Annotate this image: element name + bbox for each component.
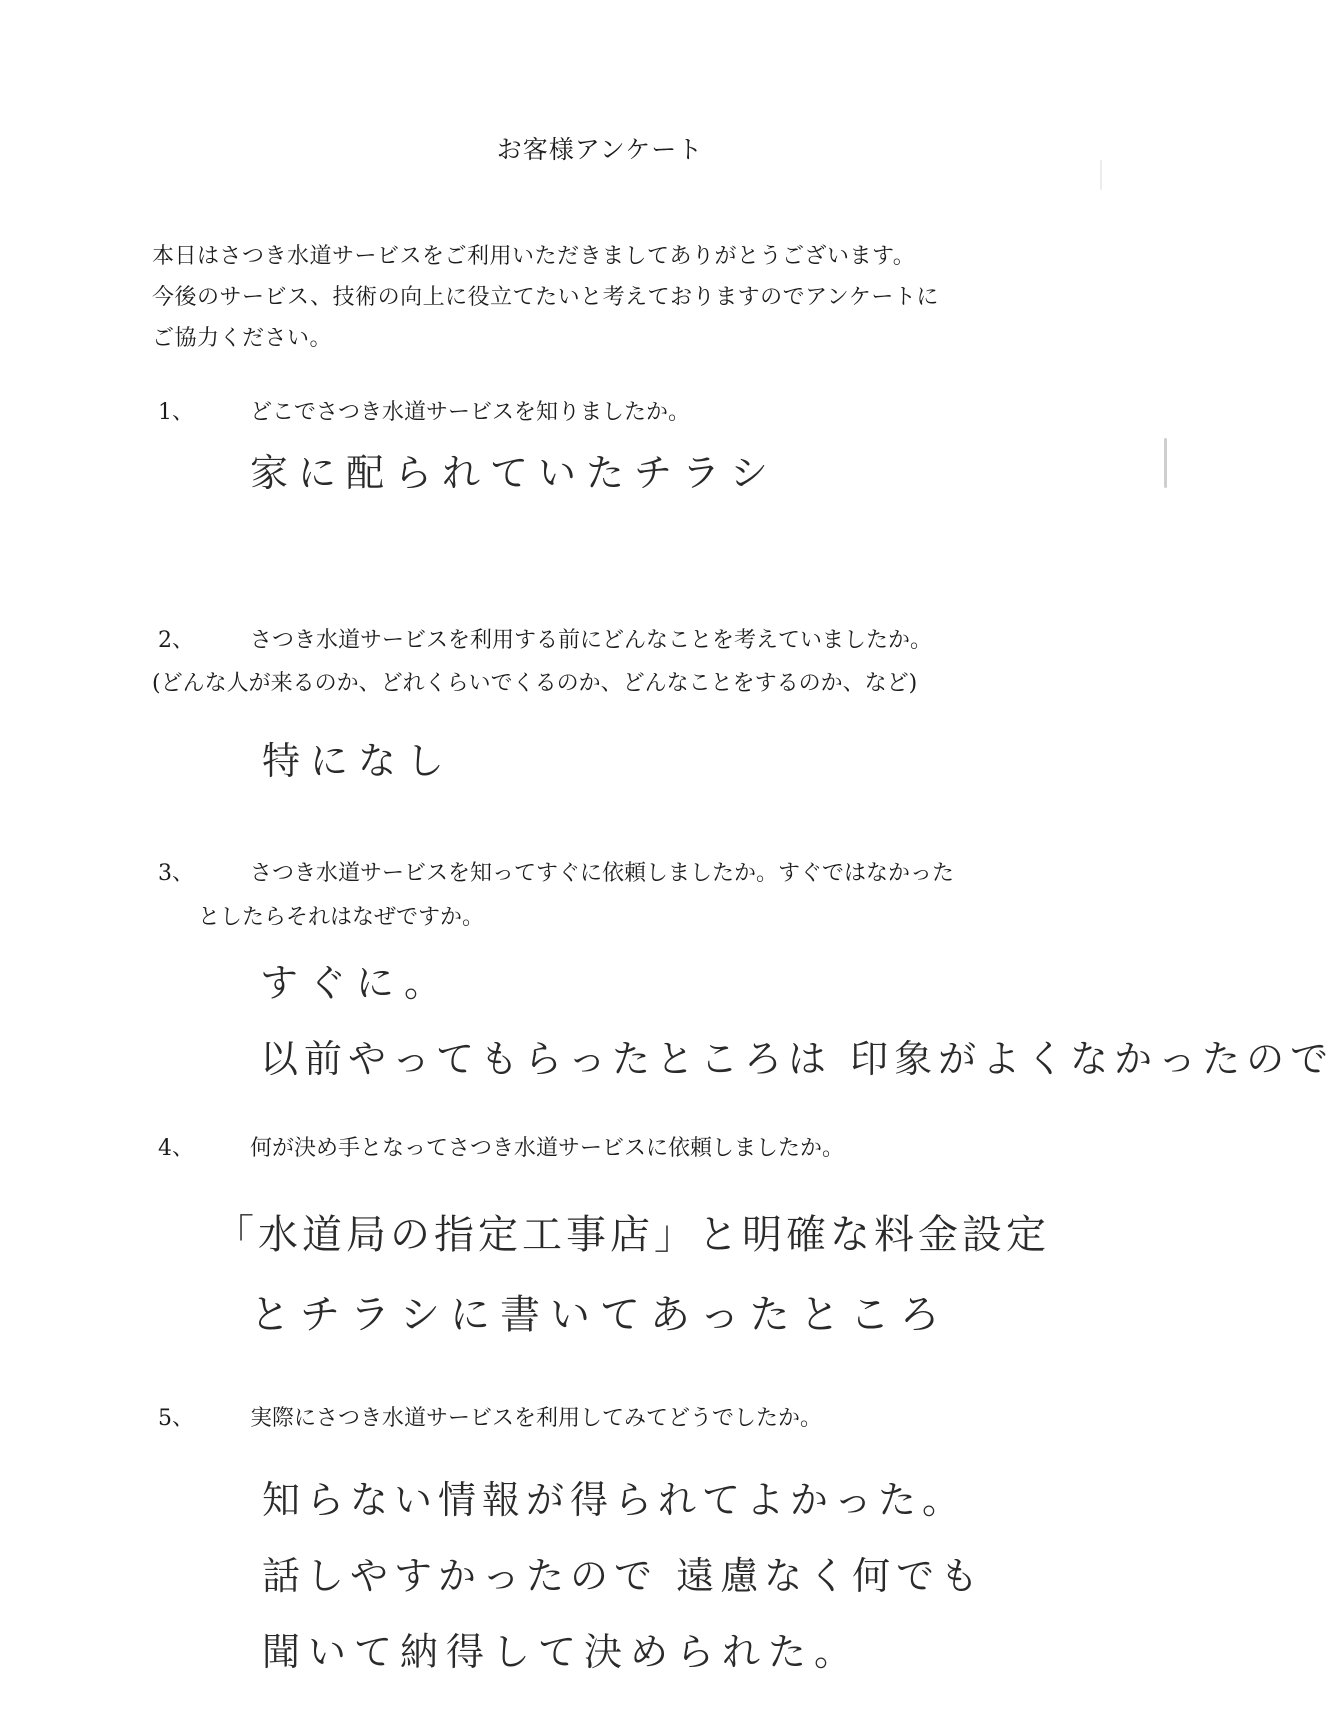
question-text: 何が決め手となってさつき水道サービスに依頼しましたか。 [250, 1136, 845, 1161]
page-title: お客様アンケート [496, 135, 704, 164]
question-number: 1、 [158, 400, 194, 425]
handwritten-answer-4 [214, 1195, 1050, 1355]
answer-line: 以前やってもらったところは 印象がよくなかったので [260, 1037, 1334, 1081]
question-number: 5、 [158, 1406, 194, 1431]
handwritten-answer-2 [262, 730, 454, 785]
answer-line: 知らない情報が得られてよかった。 [262, 1478, 967, 1522]
scan-mark [1100, 160, 1102, 190]
question-number: 4、 [158, 1136, 194, 1161]
answer-line: 「水道局の指定工事店」と明確な料金設定 [214, 1212, 1050, 1258]
answer-line: 家に配られていたチラシ [250, 451, 779, 495]
question-text: どこでさつき水道サービスを知りましたか。 [250, 400, 691, 425]
question-text: さつき水道サービスを知ってすぐに依頼しましたか。すぐではなかった [250, 861, 955, 886]
question-text: 実際にさつき水道サービスを利用してみてどうでしたか。 [250, 1406, 823, 1431]
answer-line: すぐに。 [260, 961, 453, 1005]
question-text: さつき水道サービスを利用する前にどんなことを考えていましたか。 [250, 628, 933, 653]
handwritten-answer-1 [250, 442, 778, 497]
intro-line: 本日はさつき水道サービスをご利用いただきましてありがとうございます。 [152, 244, 916, 269]
intro-line: 今後のサービス、技術の向上に役立てたいと考えておりますのでアンケートに [152, 285, 939, 310]
intro-paragraph [152, 236, 1132, 359]
handwritten-answer-3 [260, 945, 1334, 1097]
handwritten-answer-5 [262, 1462, 984, 1690]
answer-line: とチラシに書いてあったところ [250, 1292, 950, 1338]
answer-line: 特になし [262, 739, 455, 783]
answer-line: 聞いて納得して決められた。 [262, 1630, 861, 1674]
question-continuation: (どんな人が来るのか、どれくらいでくるのか、どんなことをするのか、など) [152, 671, 918, 696]
question-number: 3、 [158, 861, 194, 886]
question-number: 2、 [158, 628, 194, 653]
intro-line: ご協力ください。 [152, 326, 333, 351]
answer-line: 話しやすかったので 遠慮なく何でも [262, 1554, 985, 1598]
scan-mark [1164, 438, 1167, 488]
question-continuation: としたらそれはなぜですか。 [198, 905, 485, 930]
